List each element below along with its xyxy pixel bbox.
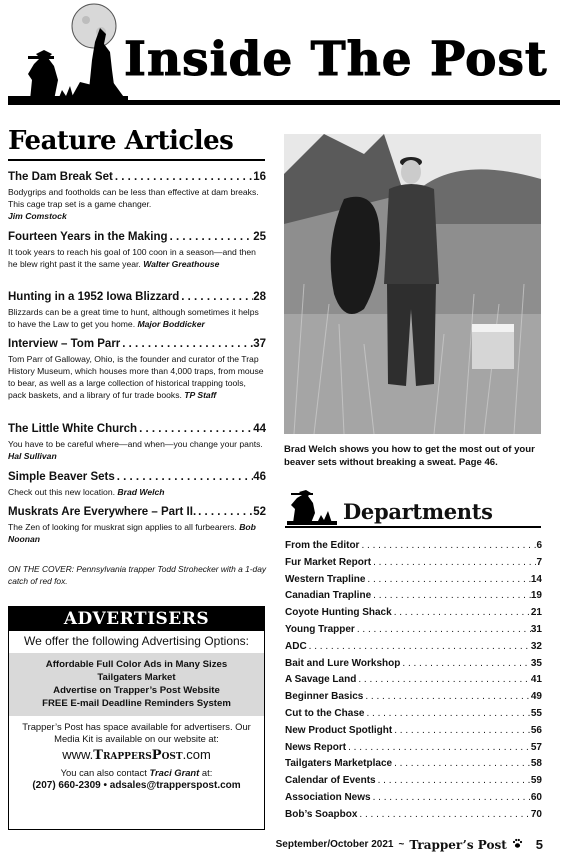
advertisers-intro: We offer the following Advertising Options: (23, 634, 249, 648)
department-item[interactable]: Bob’s Soapbox . . . 70 (285, 807, 542, 824)
magazine-name: Trapper’s Post (409, 837, 507, 852)
photo-trapper-with-beaver (284, 134, 541, 434)
article-title: The Dam Break Set (8, 171, 113, 183)
article-page: 25 (253, 231, 266, 243)
masthead-rule (8, 100, 560, 105)
article-muskrats-everywhere[interactable] (8, 505, 266, 545)
article-fourteen-years[interactable] (8, 230, 266, 270)
departments-list (285, 538, 542, 824)
article-simple-beaver-sets[interactable] (8, 470, 266, 498)
website-link[interactable]: www.TrappersPost.com (62, 747, 211, 763)
article-description: Tom Parr of Galloway, Ohio, is the founder and curator of the Trap History Museum, which houses more than 4,000 traps, from mouse to bear, as well as a large collection of historical trapping tools, pack baskets, and a library of fur trade books. (8, 354, 264, 400)
article-description: Blizzards can be a great time to hunt, although sometimes it helps to have the Law to get you home. (8, 307, 259, 329)
department-item[interactable]: Association News . . . 60 (285, 790, 542, 807)
article-page: 16 (253, 171, 266, 183)
cover-note: ON THE COVER: Pennsylvania trapper Todd Strohecker with a 1-day catch of red fox. (8, 564, 267, 586)
article-author: Bob Noonan (8, 522, 256, 544)
footer-separator: ~ (398, 839, 405, 850)
department-item[interactable]: A Savage Land . . . 41 (285, 672, 542, 689)
department-item[interactable]: Tailgaters Marketplace . . . 58 (285, 756, 542, 773)
departments-rule (285, 526, 541, 528)
article-description: You have to be careful where—and when—you change your pants. (8, 439, 263, 449)
advertisers-box (8, 606, 265, 830)
advertisers-contact: You can also contact Traci Grant at: (60, 767, 213, 778)
advertising-option: Advertise on Trapper’s Post Website (53, 685, 220, 696)
article-author: Jim Comstock (8, 211, 67, 221)
article-iowa-blizzard[interactable] (8, 290, 266, 330)
article-title: Interview – Tom Parr (8, 338, 121, 350)
advertisers-note: Trapper’s Post has space available for advertisers. Our Media Kit is available on our website at: (22, 721, 251, 744)
advertising-option: FREE E-mail Deadline Reminders System (42, 698, 231, 709)
department-item[interactable]: Beginner Basics . . . 49 (285, 689, 542, 706)
departments-logo (287, 489, 337, 525)
article-description: Bodygrips and footholds can be less than effective at dam breaks. This cage trap set is a game changer. (8, 187, 259, 209)
contact-phone-email[interactable]: (207) 660-2309 • adsales@trapperspost.com (32, 780, 241, 791)
photo-caption: Brad Welch shows you how to get the most out of your beaver sets without breaking a sweat. Page 46. (284, 444, 535, 468)
department-item[interactable]: Calendar of Events . . . 59 (285, 773, 542, 790)
department-item[interactable]: Canadian Trapline . . . 19 (285, 588, 542, 605)
article-author: Hal Sullivan (8, 451, 57, 461)
department-item[interactable]: From the Editor . . . 6 (285, 538, 542, 555)
page-footer (276, 837, 543, 852)
advertisers-heading: ADVERTISERS (9, 607, 264, 631)
advertising-option: Affordable Full Color Ads in Many Sizes (45, 659, 228, 670)
masthead (0, 0, 567, 118)
advertising-options (9, 653, 264, 716)
article-page: 28 (253, 291, 266, 303)
article-title: Muskrats Are Everywhere – Part II. (8, 506, 197, 518)
article-author: Major Boddicker (137, 319, 205, 329)
article-page: 52 (253, 506, 266, 518)
article-title: Hunting in a 1952 Iowa Blizzard (8, 291, 180, 303)
departments-heading: Departments (343, 499, 493, 524)
article-tom-parr[interactable] (8, 337, 266, 401)
department-item[interactable]: Young Trapper . . . 31 (285, 622, 542, 639)
feature-articles-rule (8, 159, 265, 161)
article-author: Walter Greathouse (143, 259, 220, 269)
article-title: The Little White Church (8, 423, 138, 435)
article-title: Simple Beaver Sets (8, 471, 115, 483)
article-author: Brad Welch (117, 487, 165, 497)
article-dam-break-set[interactable] (8, 170, 266, 222)
article-page: 46 (253, 471, 266, 483)
article-description: Check out this new location. (8, 487, 116, 497)
masthead-title: Inside The Post (124, 32, 548, 87)
article-page: 37 (253, 338, 266, 350)
department-item[interactable]: Bait and Lure Workshop . . . 35 (285, 656, 542, 673)
article-title: Fourteen Years in the Making (8, 231, 168, 243)
website-brand: TrappersPost (93, 748, 183, 763)
department-item[interactable]: ADC . . . 32 (285, 639, 542, 656)
department-item[interactable]: Western Trapline . . . 14 (285, 572, 542, 589)
department-item[interactable]: News Report . . . 57 (285, 740, 542, 757)
page-number: 5 (535, 837, 543, 852)
article-description: It took years to reach his goal of 100 coon in a season—and then he blew right past it the same year. (8, 247, 256, 269)
department-item[interactable]: Cut to the Chase . . . 55 (285, 706, 542, 723)
article-little-white-church[interactable] (8, 422, 266, 462)
cover-photo (284, 134, 541, 434)
contact-name: Traci Grant (149, 767, 200, 778)
department-item[interactable]: Coyote Hunting Shack . . . 21 (285, 605, 542, 622)
issue-date: September/October 2021 (275, 839, 394, 850)
article-page: 44 (253, 423, 266, 435)
department-item[interactable]: New Product Spotlight . . . 56 (285, 723, 542, 740)
feature-articles-heading: Feature Articles (8, 126, 234, 156)
article-description: The Zen of looking for muskrat sign applies to all furbearers. (8, 522, 237, 532)
advertising-option: Tailgaters Market (97, 672, 176, 683)
department-item[interactable]: Fur Market Report . . . 7 (285, 555, 542, 572)
paw-icon (512, 838, 523, 852)
article-author: TP Staff (184, 390, 217, 400)
